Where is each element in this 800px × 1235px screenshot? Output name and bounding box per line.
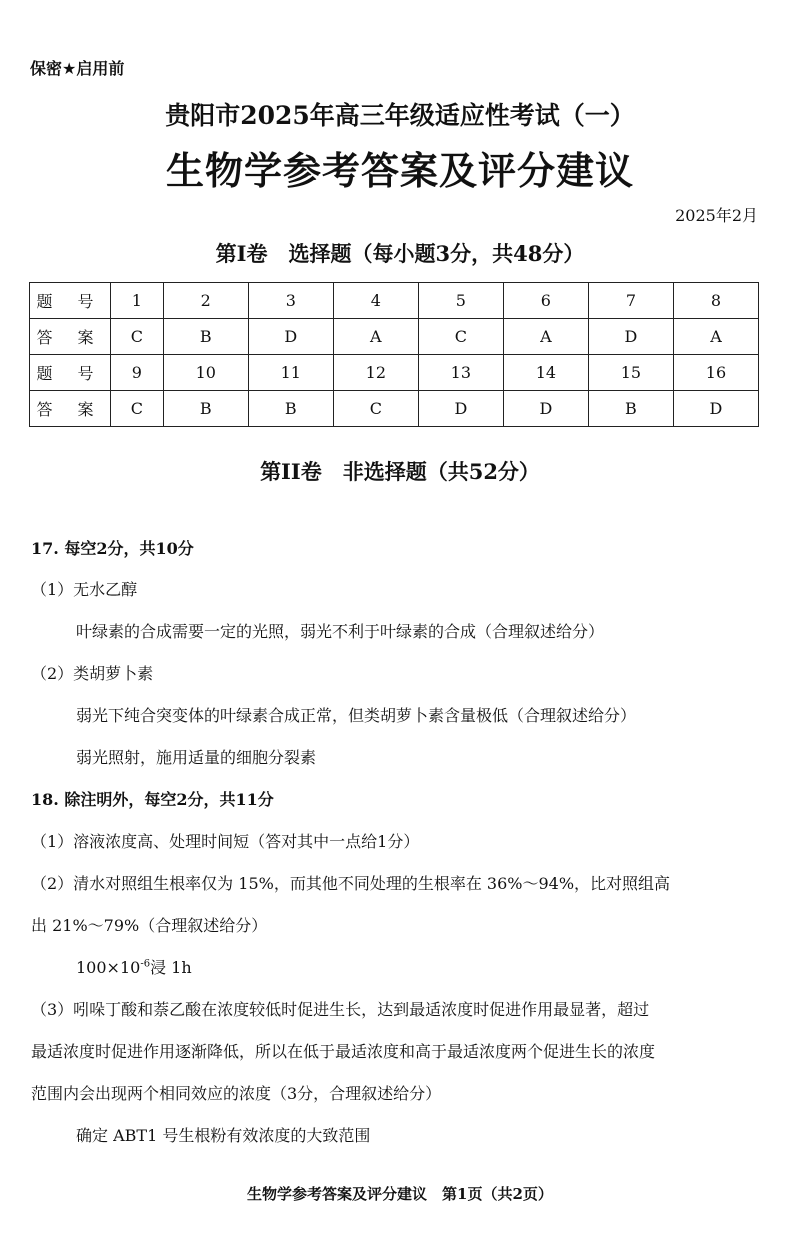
q18-heading: 18. 除注明外，每空2分，共11分 (31, 790, 274, 809)
answer-cell: D (503, 391, 588, 427)
answer-cell: B (248, 391, 333, 427)
answer-cell: D (588, 319, 673, 355)
question-number: 13 (418, 355, 503, 391)
question-number: 4 (333, 283, 418, 319)
answer-cell: D (248, 319, 333, 355)
answer-cell: D (673, 391, 758, 427)
page-footer: 生物学参考答案及评分建议 第1页（共2页） (247, 1185, 553, 1203)
answer-cell: A (503, 319, 588, 355)
label-cell: 答 案 (30, 391, 111, 427)
answer-cell: B (588, 391, 673, 427)
table-row (30, 355, 759, 391)
q17-answer-2-note-1: 弱光下纯合突变体的叶绿素合成正常，但类胡萝卜素含量极低（合理叙述给分） (76, 706, 637, 725)
question-number: 1 (111, 283, 164, 319)
question-number: 15 (588, 355, 673, 391)
concentration-exponent: -6 (140, 958, 151, 970)
question-number: 6 (503, 283, 588, 319)
answer-cell: C (418, 319, 503, 355)
question-number: 14 (503, 355, 588, 391)
q17-heading: 17. 每空2分，共10分 (31, 539, 194, 558)
table-row (30, 391, 759, 427)
question-number: 7 (588, 283, 673, 319)
question-number: 9 (111, 355, 164, 391)
label-cell: 题 号 (30, 355, 111, 391)
document-date: 2025年2月 (675, 206, 758, 225)
q18-answer-2-line-1: （2）清水对照组生根率仅为 15%，而其他不同处理的生根率在 36%～94%，比对照组高 (31, 874, 671, 893)
q17-answer-1-note: 叶绿素的合成需要一定的光照，弱光不利于叶绿素的合成（合理叙述给分） (76, 622, 605, 641)
label-cell: 题 号 (30, 283, 111, 319)
table-row (30, 283, 759, 319)
confidential-label: 保密★启用前 (30, 59, 125, 78)
answer-cell: A (673, 319, 758, 355)
q17-answer-2-note-2: 弱光照射，施用适量的细胞分裂素 (76, 748, 317, 767)
question-number: 12 (333, 355, 418, 391)
question-number: 8 (673, 283, 758, 319)
q17-answer-1: （1）无水乙醇 (31, 580, 138, 599)
concentration-base: 100×10 (76, 958, 141, 977)
q17-answer-2: （2）类胡萝卜素 (31, 664, 154, 683)
question-number: 10 (163, 355, 248, 391)
q18-answer-2-line-2: 出 21%～79%（合理叙述给分） (31, 916, 268, 935)
answer-cell: D (418, 391, 503, 427)
label-cell: 答 案 (30, 319, 111, 355)
exam-title: 贵阳市2025年高三年级适应性考试（一） (165, 101, 635, 130)
question-number: 3 (248, 283, 333, 319)
part1-title: 第I卷 选择题（每小题3分，共48分） (215, 241, 585, 266)
answer-cell: B (163, 391, 248, 427)
question-number: 2 (163, 283, 248, 319)
q18-answer-3-line-1: （3）吲哚丁酸和萘乙酸在浓度较低时促进生长，达到最适浓度时促进作用最显著，超过 (31, 1000, 650, 1019)
part2-title: 第II卷 非选择题（共52分） (260, 459, 540, 484)
answer-cell: C (111, 319, 164, 355)
q18-answer-3-note: 确定 ABT1 号生根粉有效浓度的大致范围 (76, 1126, 371, 1145)
question-number: 11 (248, 355, 333, 391)
question-number: 16 (673, 355, 758, 391)
answer-cell: A (333, 319, 418, 355)
q18-answer-1: （1）溶液浓度高、处理时间短（答对其中一点给1分） (31, 832, 420, 851)
document-title: 生物学参考答案及评分建议 (165, 149, 634, 193)
answer-cell: C (333, 391, 418, 427)
answer-table (29, 282, 759, 427)
concentration-rest: 浸 1h (150, 958, 192, 977)
q18-answer-2-concentration (76, 955, 192, 978)
question-number: 5 (418, 283, 503, 319)
answer-cell: B (163, 319, 248, 355)
q18-answer-3-line-2: 最适浓度时促进作用逐渐降低，所以在低于最适浓度和高于最适浓度两个促进生长的浓度 (31, 1042, 656, 1061)
answer-cell: C (111, 391, 164, 427)
q18-answer-3-line-3: 范围内会出现两个相同效应的浓度（3分，合理叙述给分） (31, 1084, 442, 1103)
table-row (30, 319, 759, 355)
